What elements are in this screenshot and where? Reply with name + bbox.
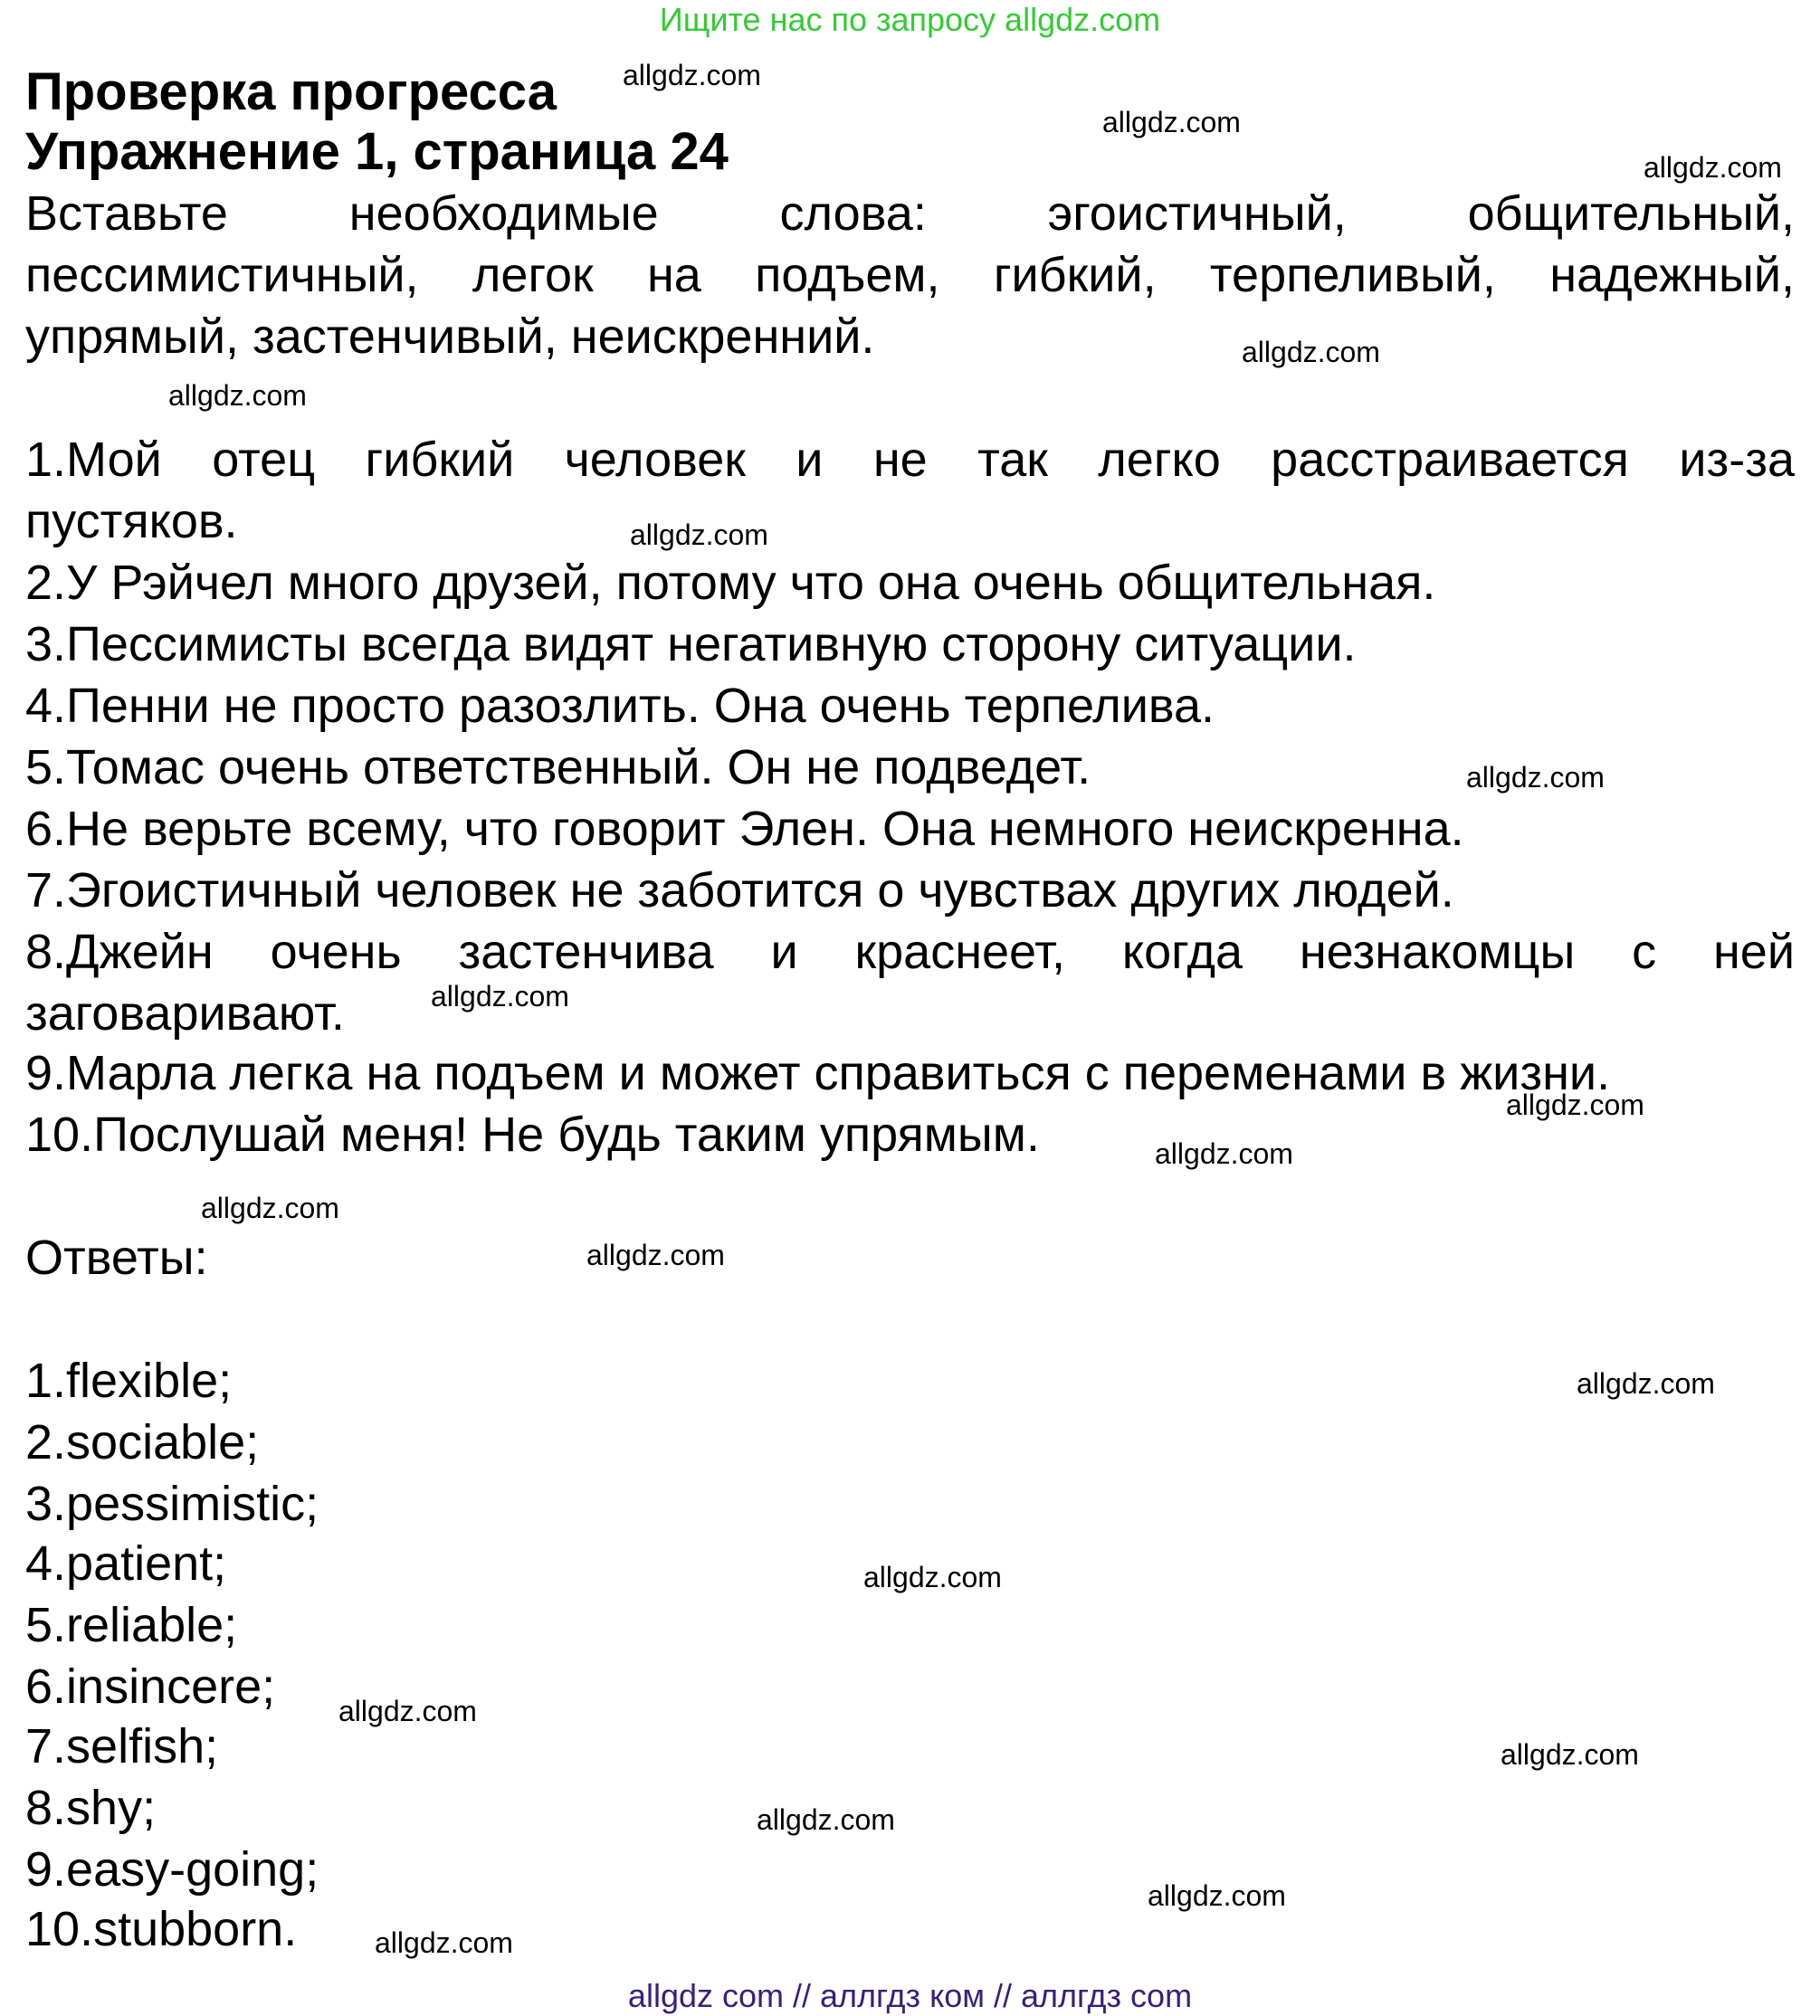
sentence-6: 6.Не верьте всему, что говорит Элен. Она немного неискренна. bbox=[25, 802, 1464, 856]
instruction-line-2: пессимистичный, легок на подъем, гибкий, терпеливый, надежный, bbox=[25, 248, 1795, 302]
watermark: allgdz.com bbox=[1155, 1137, 1293, 1170]
answer-8: 8.shy; bbox=[25, 1781, 157, 1835]
sentence-5: 5.Томас очень ответственный. Он не подведет. bbox=[25, 740, 1091, 794]
watermark: allgdz.com bbox=[1466, 761, 1605, 794]
watermark: allgdz.com bbox=[201, 1192, 339, 1224]
sentence-4: 4.Пенни не просто разозлить. Она очень терпелива. bbox=[25, 679, 1215, 733]
answer-9: 9.easy-going; bbox=[25, 1842, 319, 1897]
watermark: allgdz.com bbox=[1102, 106, 1241, 138]
sentence-3: 3.Пессимисты всегда видят негативную сторону ситуации. bbox=[25, 617, 1357, 671]
watermark: allgdz.com bbox=[168, 379, 307, 412]
watermark: allgdz.com bbox=[1577, 1367, 1715, 1400]
answer-3: 3.pessimistic; bbox=[25, 1477, 319, 1531]
watermark: allgdz.com bbox=[431, 980, 569, 1013]
answer-10: 10.stubborn. bbox=[25, 1902, 298, 1956]
bottom-banner: allgdz com // аллгдз ком // аллгдз com bbox=[627, 1977, 1193, 2014]
watermark: allgdz.com bbox=[1644, 151, 1782, 184]
sentence-9: 9.Марла легка на подъем и может справиться с переменами в жизни. bbox=[25, 1046, 1611, 1100]
watermark: allgdz.com bbox=[375, 1926, 513, 1959]
watermark: allgdz.com bbox=[586, 1239, 725, 1271]
watermark: allgdz.com bbox=[1148, 1879, 1286, 1912]
answers-label: Ответы: bbox=[25, 1231, 208, 1285]
watermark: allgdz.com bbox=[863, 1561, 1002, 1593]
watermark: allgdz.com bbox=[623, 59, 761, 91]
sentence-8-line-2: заговаривают. bbox=[25, 986, 345, 1041]
watermark: allgdz.com bbox=[1242, 336, 1380, 368]
page-title: Проверка прогресса bbox=[25, 62, 557, 121]
sentence-2: 2.У Рэйчел много друзей, потому что она очень общительная. bbox=[25, 556, 1436, 610]
instruction-line-1: Вставьте необходимые слова: эгоистичный, общительный, bbox=[25, 186, 1795, 241]
top-banner: Ищите нас по запросу allgdz.com bbox=[659, 1, 1161, 38]
answer-6: 6.insincere; bbox=[25, 1659, 276, 1714]
sentence-8-line-1: 8.Джейн очень застенчива и краснеет, когда незнакомцы с ней bbox=[25, 925, 1795, 979]
answer-2: 2.sociable; bbox=[25, 1415, 260, 1469]
answer-1: 1.flexible; bbox=[25, 1354, 233, 1408]
answer-4: 4.patient; bbox=[25, 1536, 227, 1591]
instruction-line-3: упрямый, застенчивый, неискренний. bbox=[25, 309, 875, 364]
sentence-1-line-2: пустяков. bbox=[25, 494, 238, 548]
exercise-subtitle: Упражнение 1, страница 24 bbox=[25, 122, 729, 181]
answer-7: 7.selfish; bbox=[25, 1719, 219, 1774]
sentence-1-line-1: 1.Мой отец гибкий человек и не так легко расстраивается из-за bbox=[25, 433, 1795, 487]
watermark: allgdz.com bbox=[757, 1803, 895, 1836]
sentence-10: 10.Послушай меня! Не будь таким упрямым. bbox=[25, 1108, 1040, 1162]
answer-5: 5.reliable; bbox=[25, 1598, 238, 1652]
watermark: allgdz.com bbox=[1501, 1738, 1639, 1771]
watermark: allgdz.com bbox=[630, 518, 768, 551]
sentence-7: 7.Эгоистичный человек не заботится о чувствах других людей. bbox=[25, 863, 1454, 918]
watermark: allgdz.com bbox=[1506, 1089, 1644, 1121]
watermark: allgdz.com bbox=[338, 1695, 477, 1727]
